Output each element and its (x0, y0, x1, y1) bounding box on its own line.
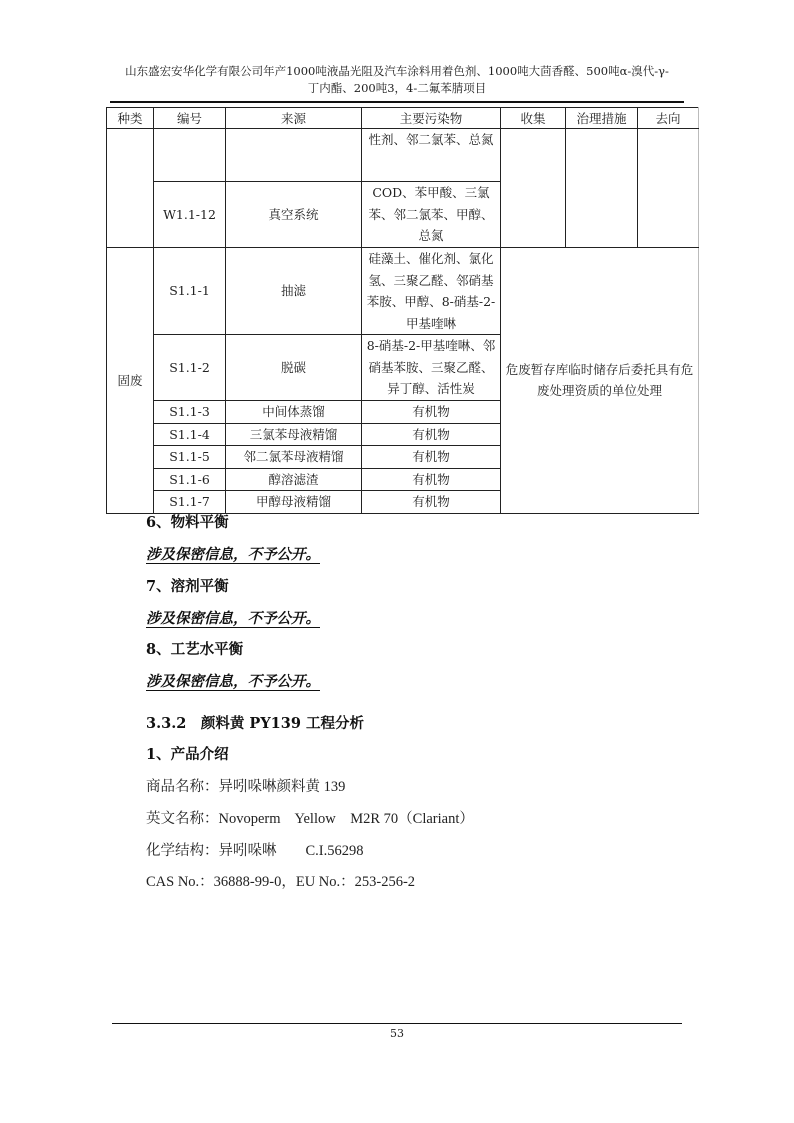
treatment-merged-cell: 危废暂存库临时储存后委托具有危废处理资质的单位处理 (501, 248, 699, 514)
english-name-line: 英文名称：Novoperm Yellow M2R 70（Clariant） (146, 811, 474, 827)
id-cell: W1.1-12 (154, 182, 226, 248)
section-7-heading: 7、溶剂平衡 (146, 578, 229, 595)
section-8-confidential-note: 涉及保密信息，不予公开。 (146, 673, 320, 690)
table-row (107, 248, 699, 335)
destination-cell (638, 129, 699, 248)
treatment-cell (566, 129, 638, 248)
source-cell: 脱碳 (226, 335, 362, 401)
pollutants-cell: 有机物 (362, 423, 501, 446)
source-cell: 甲醇母液精馏 (226, 491, 362, 514)
pollutant-table (106, 107, 699, 514)
col-header-source: 来源 (226, 108, 362, 129)
col-header-destination: 去向 (638, 108, 699, 129)
id-cell: S1.1-7 (154, 491, 226, 514)
source-cell: 真空系统 (226, 182, 362, 248)
page-header (112, 63, 682, 97)
section-7-confidential-note: 涉及保密信息，不予公开。 (146, 610, 320, 627)
category-cell-solid-waste: 固废 (107, 248, 154, 514)
source-cell (226, 129, 362, 182)
id-cell: S1.1-4 (154, 423, 226, 446)
id-cell: S1.1-3 (154, 401, 226, 424)
pollutants-cell: 硅藻土、催化剂、氯化氢、三聚乙醛、邻硝基苯胺、甲醇、8-硝基-2-甲基喹啉 (362, 248, 501, 335)
table-row (107, 129, 699, 182)
table-header-row (107, 108, 699, 129)
source-cell: 醇溶滤渣 (226, 468, 362, 491)
col-header-id: 编号 (154, 108, 226, 129)
pollutants-cell: 8-硝基-2-甲基喹啉、邻硝基苯胺、三聚乙醛、异丁醇、活性炭 (362, 335, 501, 401)
section-3-3-2-heading: 3.3.2 颜料黄 PY139 工程分析 (146, 715, 364, 732)
col-header-treatment: 治理措施 (566, 108, 638, 129)
collection-cell (501, 129, 566, 248)
cas-number-line: CAS No.：36888-99-0，EU No.：253-256-2 (146, 874, 416, 890)
id-cell: S1.1-6 (154, 468, 226, 491)
id-cell: S1.1-2 (154, 335, 226, 401)
col-header-category: 种类 (107, 108, 154, 129)
source-cell: 邻二氯苯母液精馏 (226, 446, 362, 469)
id-cell (154, 129, 226, 182)
source-cell: 抽滤 (226, 248, 362, 335)
pollutants-cell: 有机物 (362, 468, 501, 491)
product-intro-heading: 1、产品介绍 (146, 746, 229, 763)
chemical-structure-line: 化学结构：异吲哚啉 C.I.56298 (146, 843, 364, 859)
pollutants-cell: 性剂、邻二氯苯、总氮 (362, 129, 501, 182)
header-rule (110, 101, 684, 103)
col-header-collection: 收集 (501, 108, 566, 129)
section-8-heading: 8、工艺水平衡 (146, 641, 244, 658)
pollutants-cell: 有机物 (362, 401, 501, 424)
header-line-1: 山东盛宏安华化学有限公司年产1000吨液晶光阻及汽车涂料用着色剂、1000吨大茴香醛、500吨α-溴代-γ- (125, 64, 669, 78)
source-cell: 中间体蒸馏 (226, 401, 362, 424)
page-number: 53 (390, 1027, 404, 1040)
col-header-pollutants: 主要污染物 (362, 108, 501, 129)
source-cell: 三氯苯母液精馏 (226, 423, 362, 446)
trade-name-line: 商品名称：异吲哚啉颜料黄 139 (146, 779, 346, 795)
section-6-heading: 6、物料平衡 (146, 514, 229, 531)
pollutants-cell: 有机物 (362, 446, 501, 469)
category-cell-wastewater (107, 129, 154, 248)
footer-rule (112, 1023, 682, 1024)
section-6-confidential-note: 涉及保密信息，不予公开。 (146, 546, 320, 563)
pollutants-cell: 有机物 (362, 491, 501, 514)
pollutants-cell: COD、苯甲酸、三氯苯、邻二氯苯、甲醇、总氮 (362, 182, 501, 248)
id-cell: S1.1-5 (154, 446, 226, 469)
header-line-2: 丁内酯、200吨3，4-二氟苯腈项目 (307, 81, 487, 95)
id-cell: S1.1-1 (154, 248, 226, 335)
